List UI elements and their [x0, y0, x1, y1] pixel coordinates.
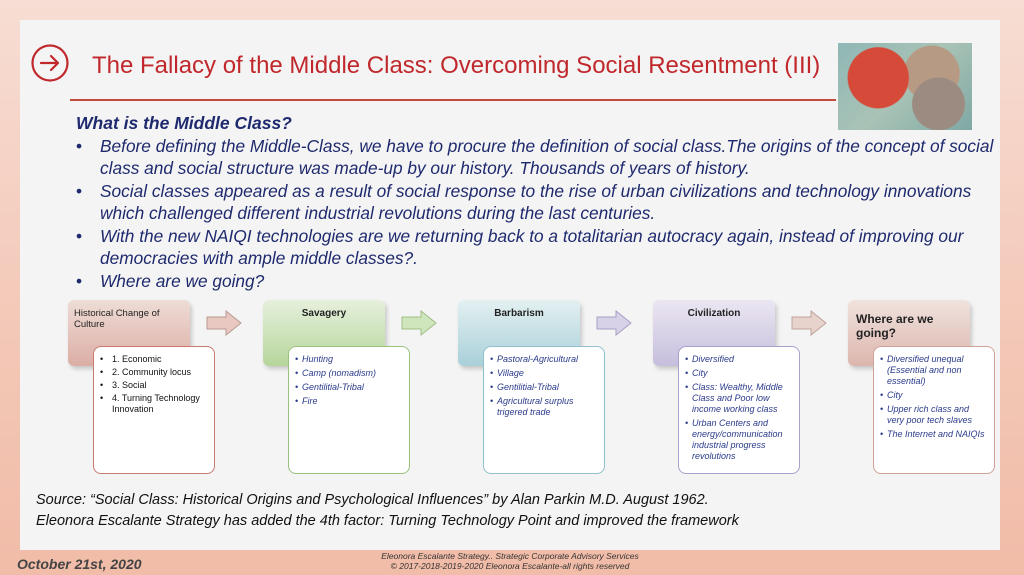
source-line: Eleonora Escalante Strategy has added the 4th factor: Turning Technology Point and improved the framework	[36, 513, 739, 529]
bullet-item: • With the new NAIQI technologies are we returning back to a totalitarian autocracy again, instead of improving our democracies with ample middle classes?.	[76, 225, 996, 270]
bullet-list	[76, 135, 996, 293]
footer-line: Eleonora Escalante Strategy.. Strategic Corporate Advisory Services	[381, 551, 639, 561]
arrow-right-icon	[206, 310, 242, 336]
detail-item: • Class: Wealthy, Middle Class and Poor low income working class	[685, 382, 793, 415]
detail-item: • Diversified unequal (Essential and non essential)	[880, 354, 988, 387]
detail-item: • City	[685, 368, 793, 379]
detail-item: • Pastoral-Agricultural	[490, 354, 598, 365]
detail-item: • Diversified	[685, 354, 793, 365]
detail-item: • Gentilitial-Tribal	[490, 382, 598, 393]
title-divider	[70, 99, 836, 101]
source-citation	[36, 490, 936, 532]
section-heading: What is the Middle Class?	[76, 113, 292, 133]
bullet-item: • Where are we going?	[76, 270, 996, 293]
footer-line: © 2017-2018-2019-2020 Eleonora Escalante-all rights reserved	[390, 561, 630, 571]
bullet-item: • Before defining the Middle-Class, we have to procure the definition of social class.The origins of the concept of social class and social structure was made-up by our history. Thousands of years of history.	[76, 135, 996, 180]
detail-box-barbarism	[483, 346, 605, 474]
detail-box-where-are-we-going	[873, 346, 995, 474]
detail-item: • Upper rich class and very poor tech slaves	[880, 404, 988, 426]
body-text	[76, 112, 996, 292]
detail-item: • Village	[490, 368, 598, 379]
source-line: Source: “Social Class: Historical Origins and Psychological Influences” by Alan Parkin M.D. August 1962.	[36, 492, 709, 508]
slide-date: October 21st, 2020	[17, 556, 142, 572]
arrow-right-icon	[791, 310, 827, 336]
arrow-right-circle-icon	[30, 43, 70, 83]
stage-box-barbarism: Barbarism	[458, 300, 580, 366]
detail-item: • The Internet and NAIQIs	[880, 429, 988, 440]
detail-item: • Hunting	[295, 354, 403, 365]
detail-item: • Camp (nomadism)	[295, 368, 403, 379]
detail-item: • 1. Economic	[100, 354, 208, 365]
detail-item: • City	[880, 390, 988, 401]
slide-title: The Fallacy of the Middle Class: Overcoming Social Resentment (III)	[92, 52, 821, 79]
stage-box-civilization: Civilization	[653, 300, 775, 366]
detail-item: • 3. Social	[100, 380, 208, 391]
arrow-right-icon	[596, 310, 632, 336]
detail-item: • 4. Turning Technology Innovation	[100, 393, 208, 415]
detail-item: • Gentilitial-Tribal	[295, 382, 403, 393]
detail-item: • Urban Centers and energy/communication industrial progress revolutions	[685, 418, 793, 462]
detail-item: • Agricultural surplus trigered trade	[490, 396, 598, 418]
stage-box-historical-change: Historical Change of Culture	[68, 300, 190, 366]
detail-item: • 2. Community locus	[100, 367, 208, 378]
detail-box-historical-change	[93, 346, 215, 474]
footer-copyright	[330, 551, 690, 571]
bullet-item: • Social classes appeared as a result of social response to the rise of urban civilizations and technology innovations which challenged different industrial revolutions during the last centuries.	[76, 180, 996, 225]
stage-box-where-are-we-going: Where are we going?	[848, 300, 970, 366]
detail-box-civilization	[678, 346, 800, 474]
stage-box-savagery: Savagery	[263, 300, 385, 366]
detail-item: • Fire	[295, 396, 403, 407]
arrow-right-icon	[401, 310, 437, 336]
detail-box-savagery	[288, 346, 410, 474]
